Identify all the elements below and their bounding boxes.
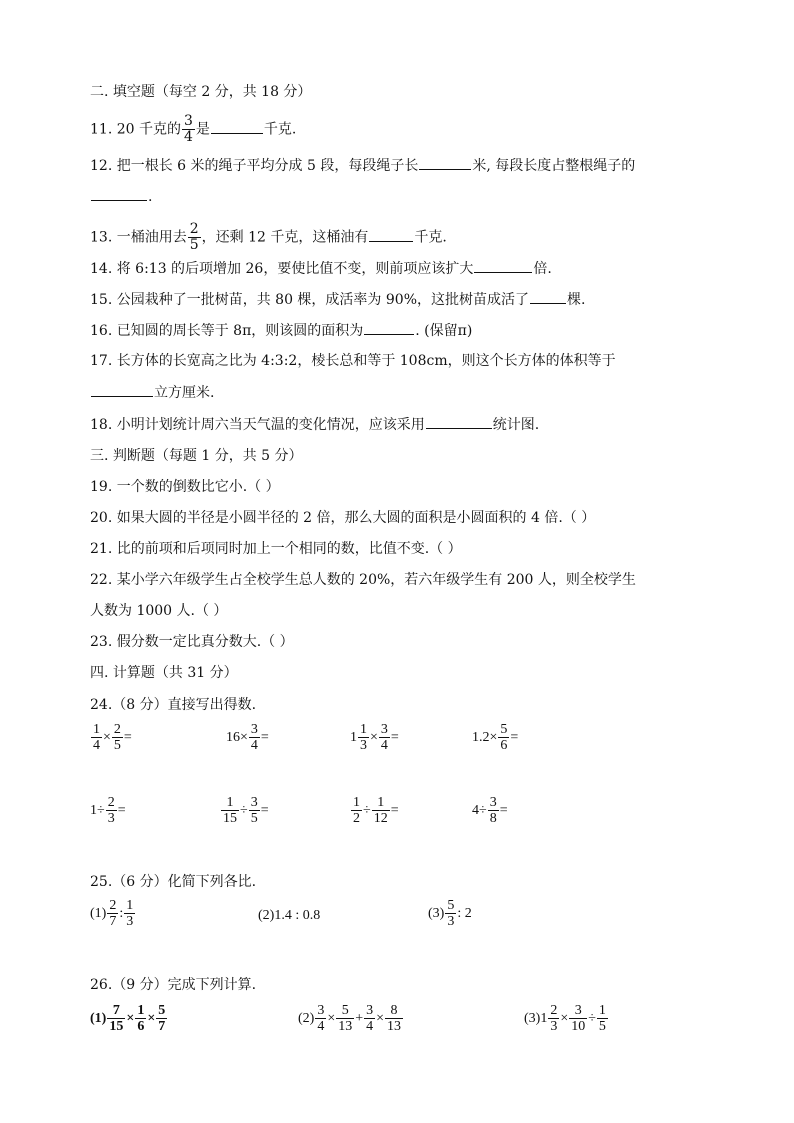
calc-expression: 16× $\frac{3}{4}$ = xyxy=(226,722,269,753)
answer-blank[interactable] xyxy=(474,258,532,273)
answer-blank[interactable] xyxy=(91,382,153,397)
question-12: 12. 把一根长 6 米的绳子平均分成 5 段，每段绳子长 米, 每段长度占整根绳子的 xyxy=(90,155,635,176)
calc-expression: $\frac{1}{4}$ × $\frac{2}{5}$ = xyxy=(93,722,132,753)
question-26-title: 26.（9 分）完成下列计算. xyxy=(90,977,257,993)
question-11: 11. 20 千克的 $\frac{3}{4}$ 是 千克. xyxy=(90,113,297,145)
question-17-line-2: 立方厘米. xyxy=(90,382,214,403)
calc-expression: $\frac{1}{15}$ ÷ $\frac{3}{5}$ = xyxy=(223,795,269,826)
ratio-expression: (1) $\frac{2}{7}$ : $\frac{1}{3}$ xyxy=(90,898,134,929)
calc-expression: $\frac{1}{2}$ ÷ $\frac{1}{12}$ = xyxy=(353,795,399,826)
calc-expression: 4÷ $\frac{3}{8}$ = xyxy=(472,795,508,826)
answer-blank[interactable] xyxy=(211,119,263,134)
calc-expression: 1 $\frac{1}{3}$ × $\frac{3}{4}$ = xyxy=(350,722,399,753)
calc-expression: 1÷ $\frac{2}{3}$ = xyxy=(90,795,126,826)
answer-blank[interactable] xyxy=(426,414,492,429)
question-12-line-2: . xyxy=(90,186,152,207)
calc-expression: (3)1 $\frac{2}{3}$ × $\frac{3}{10}$ ÷ $\frac{1}{5}$ xyxy=(524,1003,606,1034)
question-17: 17. 长方体的长宽高之比为 4:3:2，棱长总和等于 108cm，则这个长方体的体积等于 xyxy=(90,353,616,369)
answer-blank[interactable] xyxy=(364,320,414,335)
question-24-title: 24.（8 分）直接写出得数. xyxy=(90,697,257,713)
section-3-title: 三. 判断题（每题 1 分，共 5 分） xyxy=(90,448,303,464)
ratio-expression: (3) $\frac{5}{3}$ : 2 xyxy=(428,898,472,929)
fraction: $\frac{3}{4}$ xyxy=(183,113,193,145)
question-15: 15. 公园栽种了一批树苗，共 80 棵，成活率为 90%，这批树苗成活了 棵. xyxy=(90,289,585,310)
calc-expression: (1) $\frac{7}{15}$ × $\frac{1}{6}$ × $\frac{5}{7}$ xyxy=(90,1003,166,1034)
section-4-title: 四. 计算题（共 31 分） xyxy=(90,665,238,681)
ratio-expression: (2)1.4 : 0.8 xyxy=(258,908,321,923)
question-14: 14. 将 6:13 的后项增加 26，要使比值不变，则前项应该扩大 倍. xyxy=(90,258,552,279)
answer-blank[interactable] xyxy=(530,289,566,304)
question-22-line-2: 人数为 1000 人.（ ） xyxy=(90,603,228,619)
question-22: 22. 某小学六年级学生占全校学生总人数的 20%，若六年级学生有 200 人，则全校学生 xyxy=(90,572,636,588)
question-20: 20. 如果大圆的半径是小圆半径的 2 倍，那么大圆的面积是小圆面积的 4 倍.（ ） xyxy=(90,510,596,526)
question-18: 18. 小明计划统计周六当天气温的变化情况，应该采用 统计图. xyxy=(90,414,539,435)
fraction: $\frac{2}{5}$ xyxy=(189,221,199,253)
question-13: 13. 一桶油用去 $\frac{2}{5}$ ，还剩 12 千克，这桶油有 千克. xyxy=(90,221,447,253)
question-23: 23. 假分数一定比真分数大.（ ） xyxy=(90,634,294,650)
question-16: 16. 已知圆的周长等于 8π，则该圆的面积为 . (保留π) xyxy=(90,320,472,341)
question-21: 21. 比的前项和后项同时加上一个相同的数，比值不变.（ ） xyxy=(90,541,462,557)
answer-blank[interactable] xyxy=(369,227,413,242)
answer-blank[interactable] xyxy=(419,155,471,170)
section-2-title: 二. 填空题（每空 2 分，共 18 分） xyxy=(90,84,312,100)
calc-expression: (2) $\frac{3}{4}$ × $\frac{5}{13}$ + $\frac{3}{4}$ × $\frac{8}{13}$ xyxy=(298,1003,402,1034)
question-19: 19. 一个数的倒数比它小.（ ） xyxy=(90,479,280,495)
answer-blank[interactable] xyxy=(91,186,147,201)
question-25-title: 25.（6 分）化简下列各比. xyxy=(90,874,257,890)
calc-expression: 1.2× $\frac{5}{6}$ = xyxy=(472,722,519,753)
